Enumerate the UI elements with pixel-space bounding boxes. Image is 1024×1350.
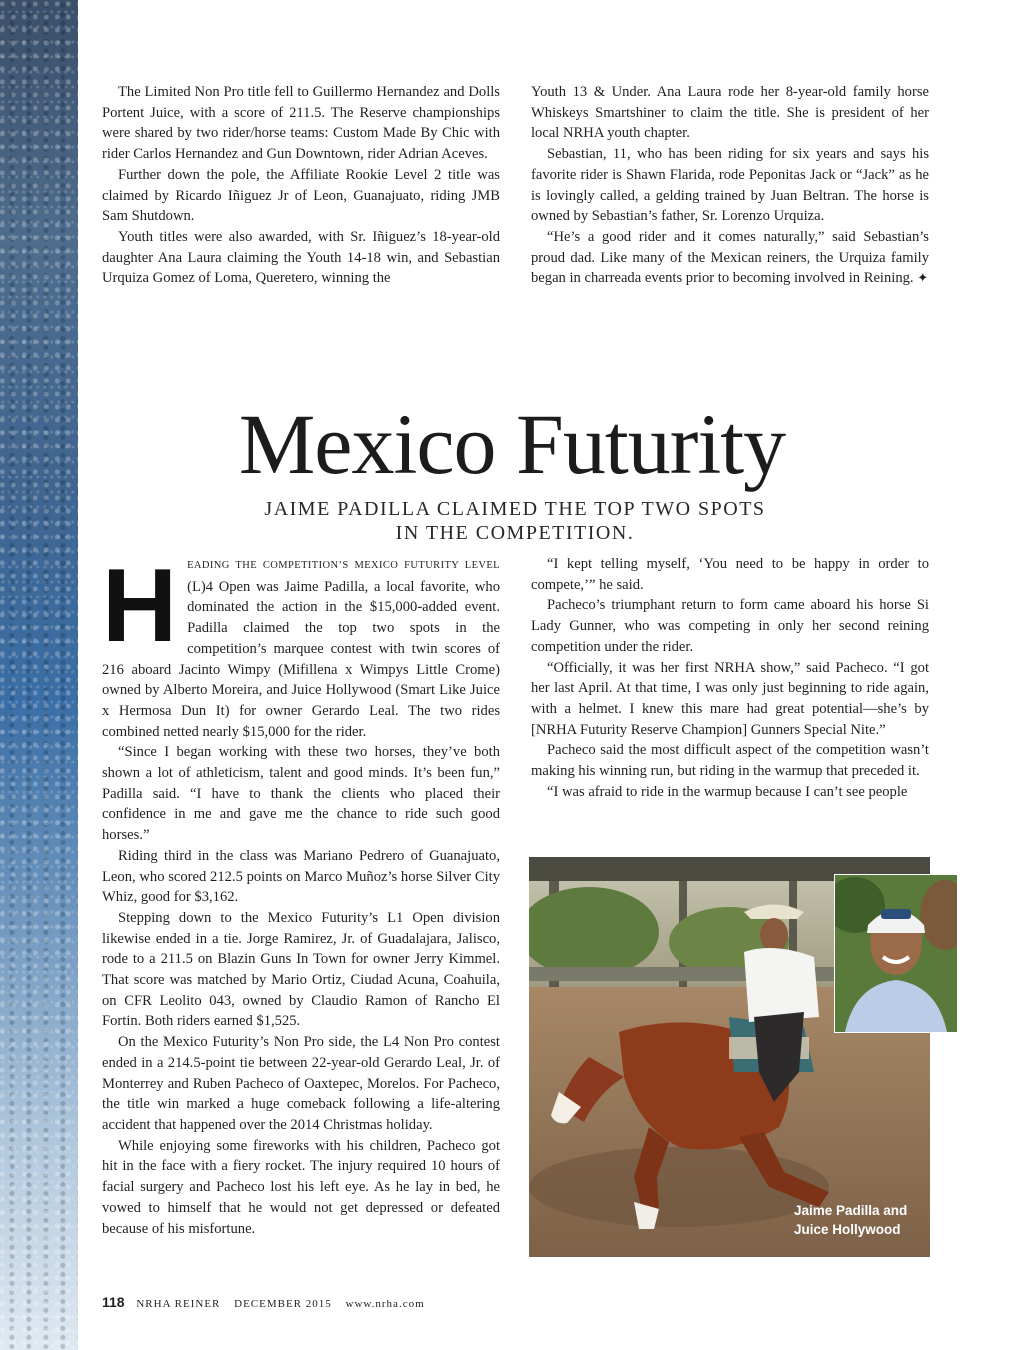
paragraph: The Limited Non Pro title fell to Guillermo Hernandez and Dolls Portent Juice, with a score of 211.5. The Reserve championships were shared by two rider/horse teams: Custom Made By Chic with rider Carlos Hernandez and Gun Downtown, rider Adrian Aceves.: [102, 84, 500, 163]
paragraph: Sebastian, 11, who has been riding for six years and says his favorite rider is Shawn Flarida, rode Peponitas Jack or “Jack” as he is lovingly called, a gelding trained by Juan Beltran. The horse is owned by Sebastian’s father, Sr. Lorenzo Urquiza.: [531, 146, 929, 225]
issue-date: DECEMBER 2015: [234, 1298, 332, 1310]
caption-line: Jaime Padilla and: [794, 1203, 908, 1218]
top-article-left-column: [102, 82, 500, 289]
lead-smallcaps: EADING THE COMPETITION’S MEXICO FUTURITY LEVEL: [187, 560, 500, 571]
feature-right-column: [531, 554, 929, 802]
paragraph: “I kept telling myself, ‘You need to be happy in order to compete,’” he said.: [531, 556, 929, 593]
decorative-side-strip: [0, 0, 78, 1350]
paragraph: While enjoying some fireworks with his children, Pacheco got hit in the face with a fiery rocket. The injury required 10 hours of facial surgery and Pacheco lost his left eye. As he lay in bed, he vowed to himself that he would not get depressed or defeated because of his misfortune.: [102, 1137, 500, 1237]
subhead-line: JAIME PADILLA CLAIMED THE TOP TWO SPOTS: [264, 498, 766, 520]
caption-line: Juice Hollywood: [794, 1222, 901, 1237]
paragraph: “Since I began working with these two horses, they’ve both shown a lot of athleticism, talent and good minds. It’s been fun,” Padilla said. “I have to thank the clients who placed their confidence in me and gave me the chance to ride such good horses.”: [102, 744, 500, 844]
lead-text: (L)4 Open was Jaime Padilla, a local favorite, who dominated the action in the $15,000-added event. Padilla claimed the top two spots in the competition’s marquee contest with twin scores of 216 aboard Jacinto Wimpy (Mifillena x Wimpys Little Crome) owned by Alberto Moreira, and Juice Hollywood (Smart Like Juice x Hermosa Dun It) for owner Gerardo Leal. The two rides combined netted nearly $15,000 for the rider.: [102, 578, 500, 740]
end-mark-icon: ✦: [917, 270, 929, 286]
website-text: www.nrha.com: [345, 1298, 425, 1310]
feature-left-column: [102, 548, 500, 1239]
top-article-right-column: [531, 82, 929, 289]
page-footer: [102, 1294, 435, 1314]
paragraph: Youth 13 & Under. Ana Laura rode her 8-year-old family horse Whiskeys Smartshiner to claim the title. She is president of her local NRHA youth chapter.: [531, 84, 929, 142]
paragraph: Pacheco said the most difficult aspect of the competition wasn’t making his winning run, but riding in the warmup that preceded it.: [531, 742, 929, 780]
paragraph-final: [531, 227, 929, 289]
drop-cap: H: [102, 548, 178, 664]
publication-name: NRHA REINER: [136, 1298, 221, 1310]
photo-caption: [794, 1201, 924, 1239]
paragraph: On the Mexico Futurity’s Non Pro side, the L4 Non Pro contest ended in a 214.5-point tie between 22-year-old Gerardo Leal, Jr. of Monterrey and Ruben Pacheco of Oaxtepec, Morelos. For Pacheco, the title win marked a huge comeback following a life-altering accident that happened over the 2014 Christmas holiday.: [102, 1034, 500, 1133]
paragraph: Stepping down to the Mexico Futurity’s L1 Open division likewise ended in a tie. Jorge Ramirez, Jr. of Guadalajara, Jalisco, rode to a 211.5 on Blazin Guns In Town for owner Jerry Kimmel. That score was matched by Mario Ortiz, Ciudad Acuna, Coahuila, on CFR Leolito 043, owned by Claudio Ramon of Rancho El Fortin. Both riders earned $1,525.: [102, 909, 500, 1030]
feature-subhead: [200, 497, 830, 545]
portrait-inset-photo: [834, 874, 958, 1033]
feature-headline: Mexico Futurity: [238, 396, 786, 492]
paragraph: Riding third in the class was Mariano Pedrero of Guanajuato, Leon, who scored 212.5 points on Marco Muñoz’s horse Silver City Whiz, good for $3,162.: [102, 847, 500, 906]
paragraph: “Officially, it was her first NRHA show,” said Pacheco. “I got her last April. At that time, I was only just beginning to ride again, with a helmet. I knew this mare had great potential—she’s by [NRHA Futurity Reserve Champion] Gunners Special Nite.”: [531, 659, 929, 738]
portrait-illustration: [835, 875, 957, 1032]
subhead-line: IN THE COMPETITION.: [395, 522, 635, 544]
paragraph: Youth titles were also awarded, with Sr. Iñiguez’s 18-year-old daughter Ana Laura claiming the Youth 14-18 win, and Sebastian Urquiza Gomez of Loma, Queretero, winning the: [102, 228, 500, 287]
paragraph-text: “He’s a good rider and it comes naturally,” said Sebastian’s proud dad. Like many of the Mexican reiners, the Urquiza family began in charreada events prior to becoming involved in Reining.: [531, 228, 929, 287]
paragraph: “I was afraid to ride in the warmup because I can’t see people: [547, 783, 908, 800]
paragraph: Pacheco’s triumphant return to form came aboard his horse Si Lady Gunner, who was competing in only her second reining competition under the rider.: [531, 597, 929, 655]
paragraph: Further down the pole, the Affiliate Rookie Level 2 title was claimed by Ricardo Iñiguez Jr of Leon, Guanajuato, riding JMB Sam Shutdown.: [102, 166, 500, 225]
lead-paragraph: [102, 548, 500, 742]
page-number: 118: [102, 1294, 125, 1310]
